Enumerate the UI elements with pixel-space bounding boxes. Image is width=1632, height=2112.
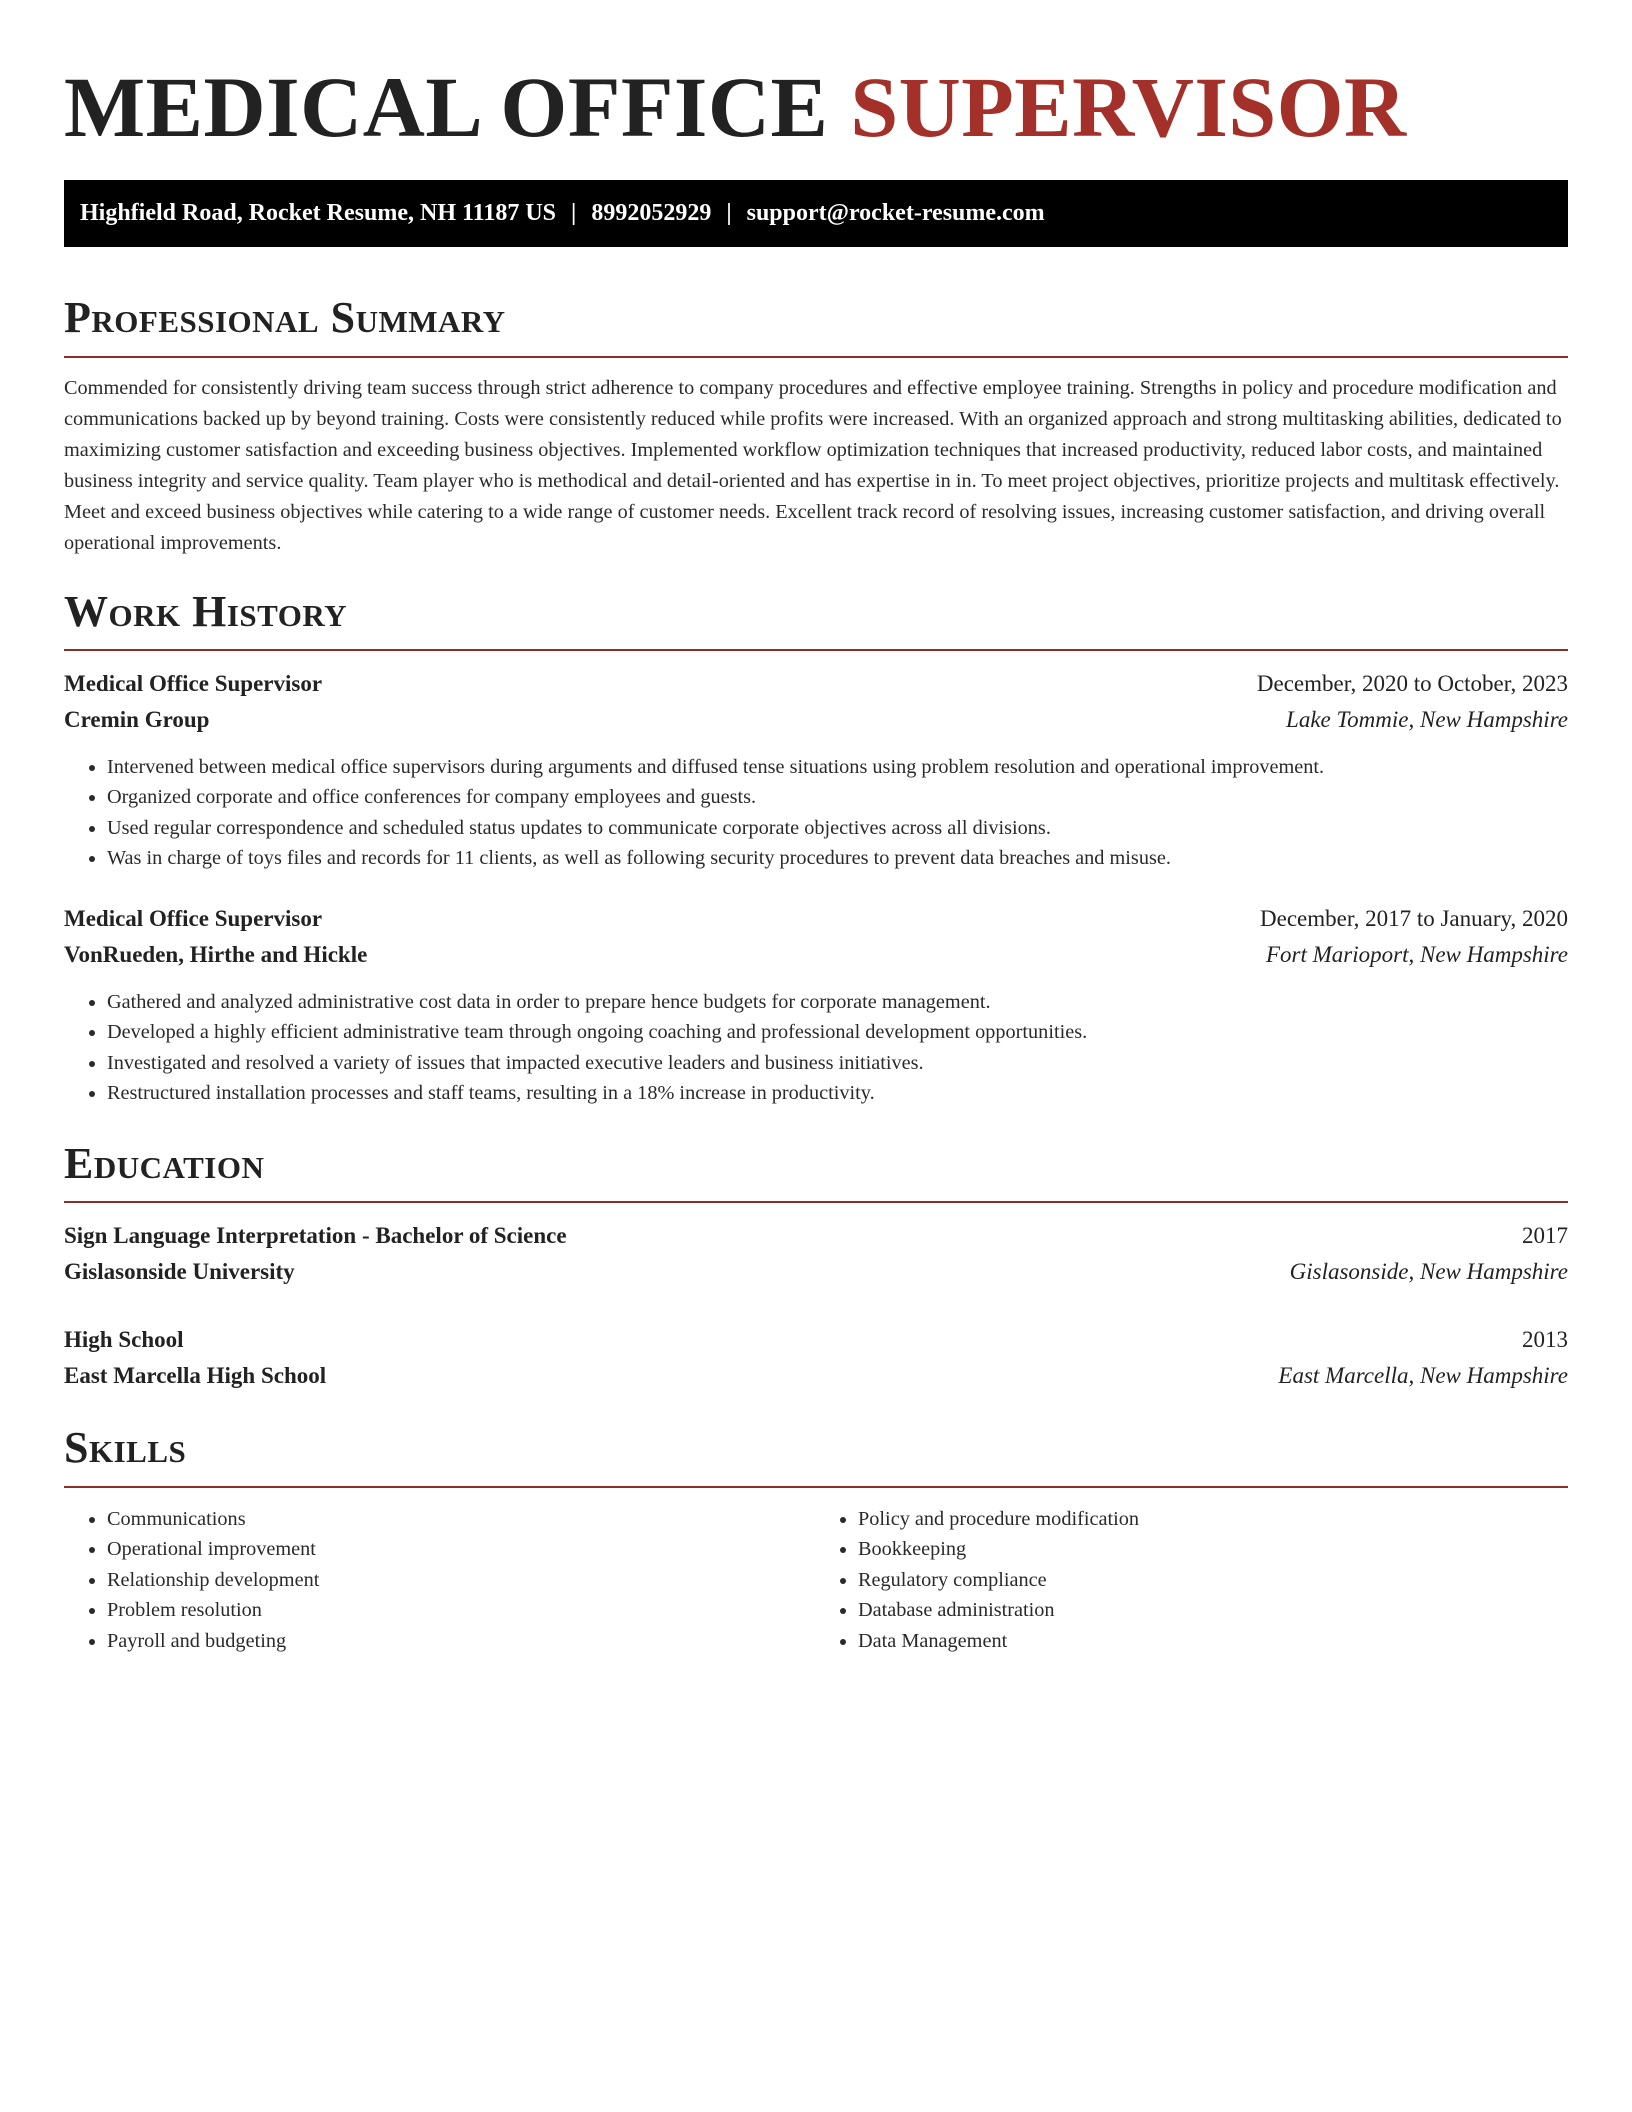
section-heading-work: Work History xyxy=(64,586,348,636)
job-title: Medical Office Supervisor xyxy=(64,670,323,696)
section-divider xyxy=(64,649,1568,651)
contact-separator: | xyxy=(571,200,577,227)
skill-item: • Data Management xyxy=(858,1626,1568,1657)
job-entry xyxy=(64,666,1568,874)
section-heading-education: Education xyxy=(64,1138,265,1188)
job-entry xyxy=(64,901,1568,1109)
section-divider xyxy=(64,1201,1568,1203)
title-accent: SUPERVISOR xyxy=(850,59,1407,155)
skills-column-left xyxy=(64,1504,816,1657)
education-year: 2017 xyxy=(1522,1223,1568,1249)
skills-section xyxy=(64,1424,1568,1656)
list-item: • Was in charge of toys files and records for 11 clients, as well as following security procedures to prevent data breaches and misuse. xyxy=(107,843,1568,874)
job-bullets xyxy=(64,987,1568,1109)
education-location: Gislasonside, New Hampshire xyxy=(1289,1259,1568,1285)
job-dates: December, 2017 to January, 2020 xyxy=(1260,905,1568,931)
education-header-row xyxy=(64,1322,1568,1358)
skill-item: • Policy and procedure modification xyxy=(858,1504,1568,1535)
skill-item: • Problem resolution xyxy=(107,1595,816,1626)
list-item: • Gathered and analyzed administrative cost data in order to prepare hence budgets for corporate management. xyxy=(107,987,1568,1018)
skill-item: • Database administration xyxy=(858,1595,1568,1626)
education-school: Gislasonside University xyxy=(64,1259,295,1285)
contact-phone: 8992052929 xyxy=(591,200,712,227)
education-entry xyxy=(64,1218,1568,1290)
list-item: • Intervened between medical office supervisors during arguments and diffused tense situations using problem resolution and operational improvement. xyxy=(107,752,1568,783)
section-divider xyxy=(64,356,1568,358)
skill-item: • Operational improvement xyxy=(107,1534,816,1565)
skill-item: • Bookkeeping xyxy=(858,1534,1568,1565)
list-item: • Restructured installation processes and staff teams, resulting in a 18% increase in productivity. xyxy=(107,1078,1568,1109)
job-location: Fort Marioport, New Hampshire xyxy=(1266,941,1568,967)
job-title: Medical Office Supervisor xyxy=(64,905,323,931)
education-section xyxy=(64,1140,1568,1394)
contact-bar xyxy=(64,180,1568,247)
list-item: • Developed a highly efficient administrative team through ongoing coaching and professional development opportunities. xyxy=(107,1017,1568,1048)
list-item: • Organized corporate and office conferences for company employees and guests. xyxy=(107,782,1568,813)
job-company-row xyxy=(64,937,1568,973)
section-divider xyxy=(64,1486,1568,1488)
job-header-row xyxy=(64,666,1568,702)
resume-title xyxy=(64,56,1568,159)
education-degree: Sign Language Interpretation - Bachelor of Science xyxy=(64,1223,567,1249)
contact-separator: | xyxy=(726,200,732,227)
education-school-row xyxy=(64,1254,1568,1290)
education-header-row xyxy=(64,1218,1568,1254)
job-company: Cremin Group xyxy=(64,706,210,732)
skills-grid xyxy=(64,1504,1568,1657)
skill-item: • Relationship development xyxy=(107,1565,816,1596)
education-location: East Marcella, New Hampshire xyxy=(1278,1363,1568,1389)
education-school: East Marcella High School xyxy=(64,1363,327,1389)
section-heading-skills: Skills xyxy=(64,1423,187,1473)
job-header-row xyxy=(64,901,1568,937)
skill-item: • Regulatory compliance xyxy=(858,1565,1568,1596)
job-bullets xyxy=(64,752,1568,874)
list-item: • Used regular correspondence and scheduled status updates to communicate corporate objectives across all divisions. xyxy=(107,813,1568,844)
summary-text: Commended for consistently driving team success through strict adherence to company procedures and effective employee training. Strengths in policy and procedure modification and communications backed up by beyond training. Costs were consistently reduced while profits were increased. With an organized approach and strong multitasking abilities, dedicated to maximizing customer satisfaction and exceeding business objectives. Implemented workflow optimization techniques that increased productivity, reduced labor costs, and maintained business integrity and service quality. Team player who is methodical and detail-oriented and has expertise in in. To meet project objectives, prioritize projects and multitask effectively. Meet and exceed business objectives while catering to a wide range of customer needs. Excellent track record of resolving issues, increasing customer satisfaction, and driving overall operational improvements. xyxy=(64,376,1562,554)
work-history-section xyxy=(64,588,1568,1109)
contact-address: Highfield Road, Rocket Resume, NH 11187 US xyxy=(80,200,557,227)
job-company: VonRueden, Hirthe and Hickle xyxy=(64,941,368,967)
section-heading-summary: Professional Summary xyxy=(64,293,506,343)
education-degree: High School xyxy=(64,1327,184,1353)
list-item: • Investigated and resolved a variety of issues that impacted executive leaders and business initiatives. xyxy=(107,1048,1568,1079)
job-location: Lake Tommie, New Hampshire xyxy=(1286,706,1568,732)
skill-item: • Communications xyxy=(107,1504,816,1535)
summary-section xyxy=(64,294,1568,558)
contact-email: support@rocket-resume.com xyxy=(746,200,1045,227)
education-entry xyxy=(64,1322,1568,1394)
education-school-row xyxy=(64,1358,1568,1394)
title-main: MEDICAL OFFICE xyxy=(64,59,829,155)
education-year: 2013 xyxy=(1522,1327,1568,1353)
skills-column-right xyxy=(816,1504,1568,1657)
job-company-row xyxy=(64,702,1568,738)
skill-item: • Payroll and budgeting xyxy=(107,1626,816,1657)
job-dates: December, 2020 to October, 2023 xyxy=(1256,670,1568,696)
